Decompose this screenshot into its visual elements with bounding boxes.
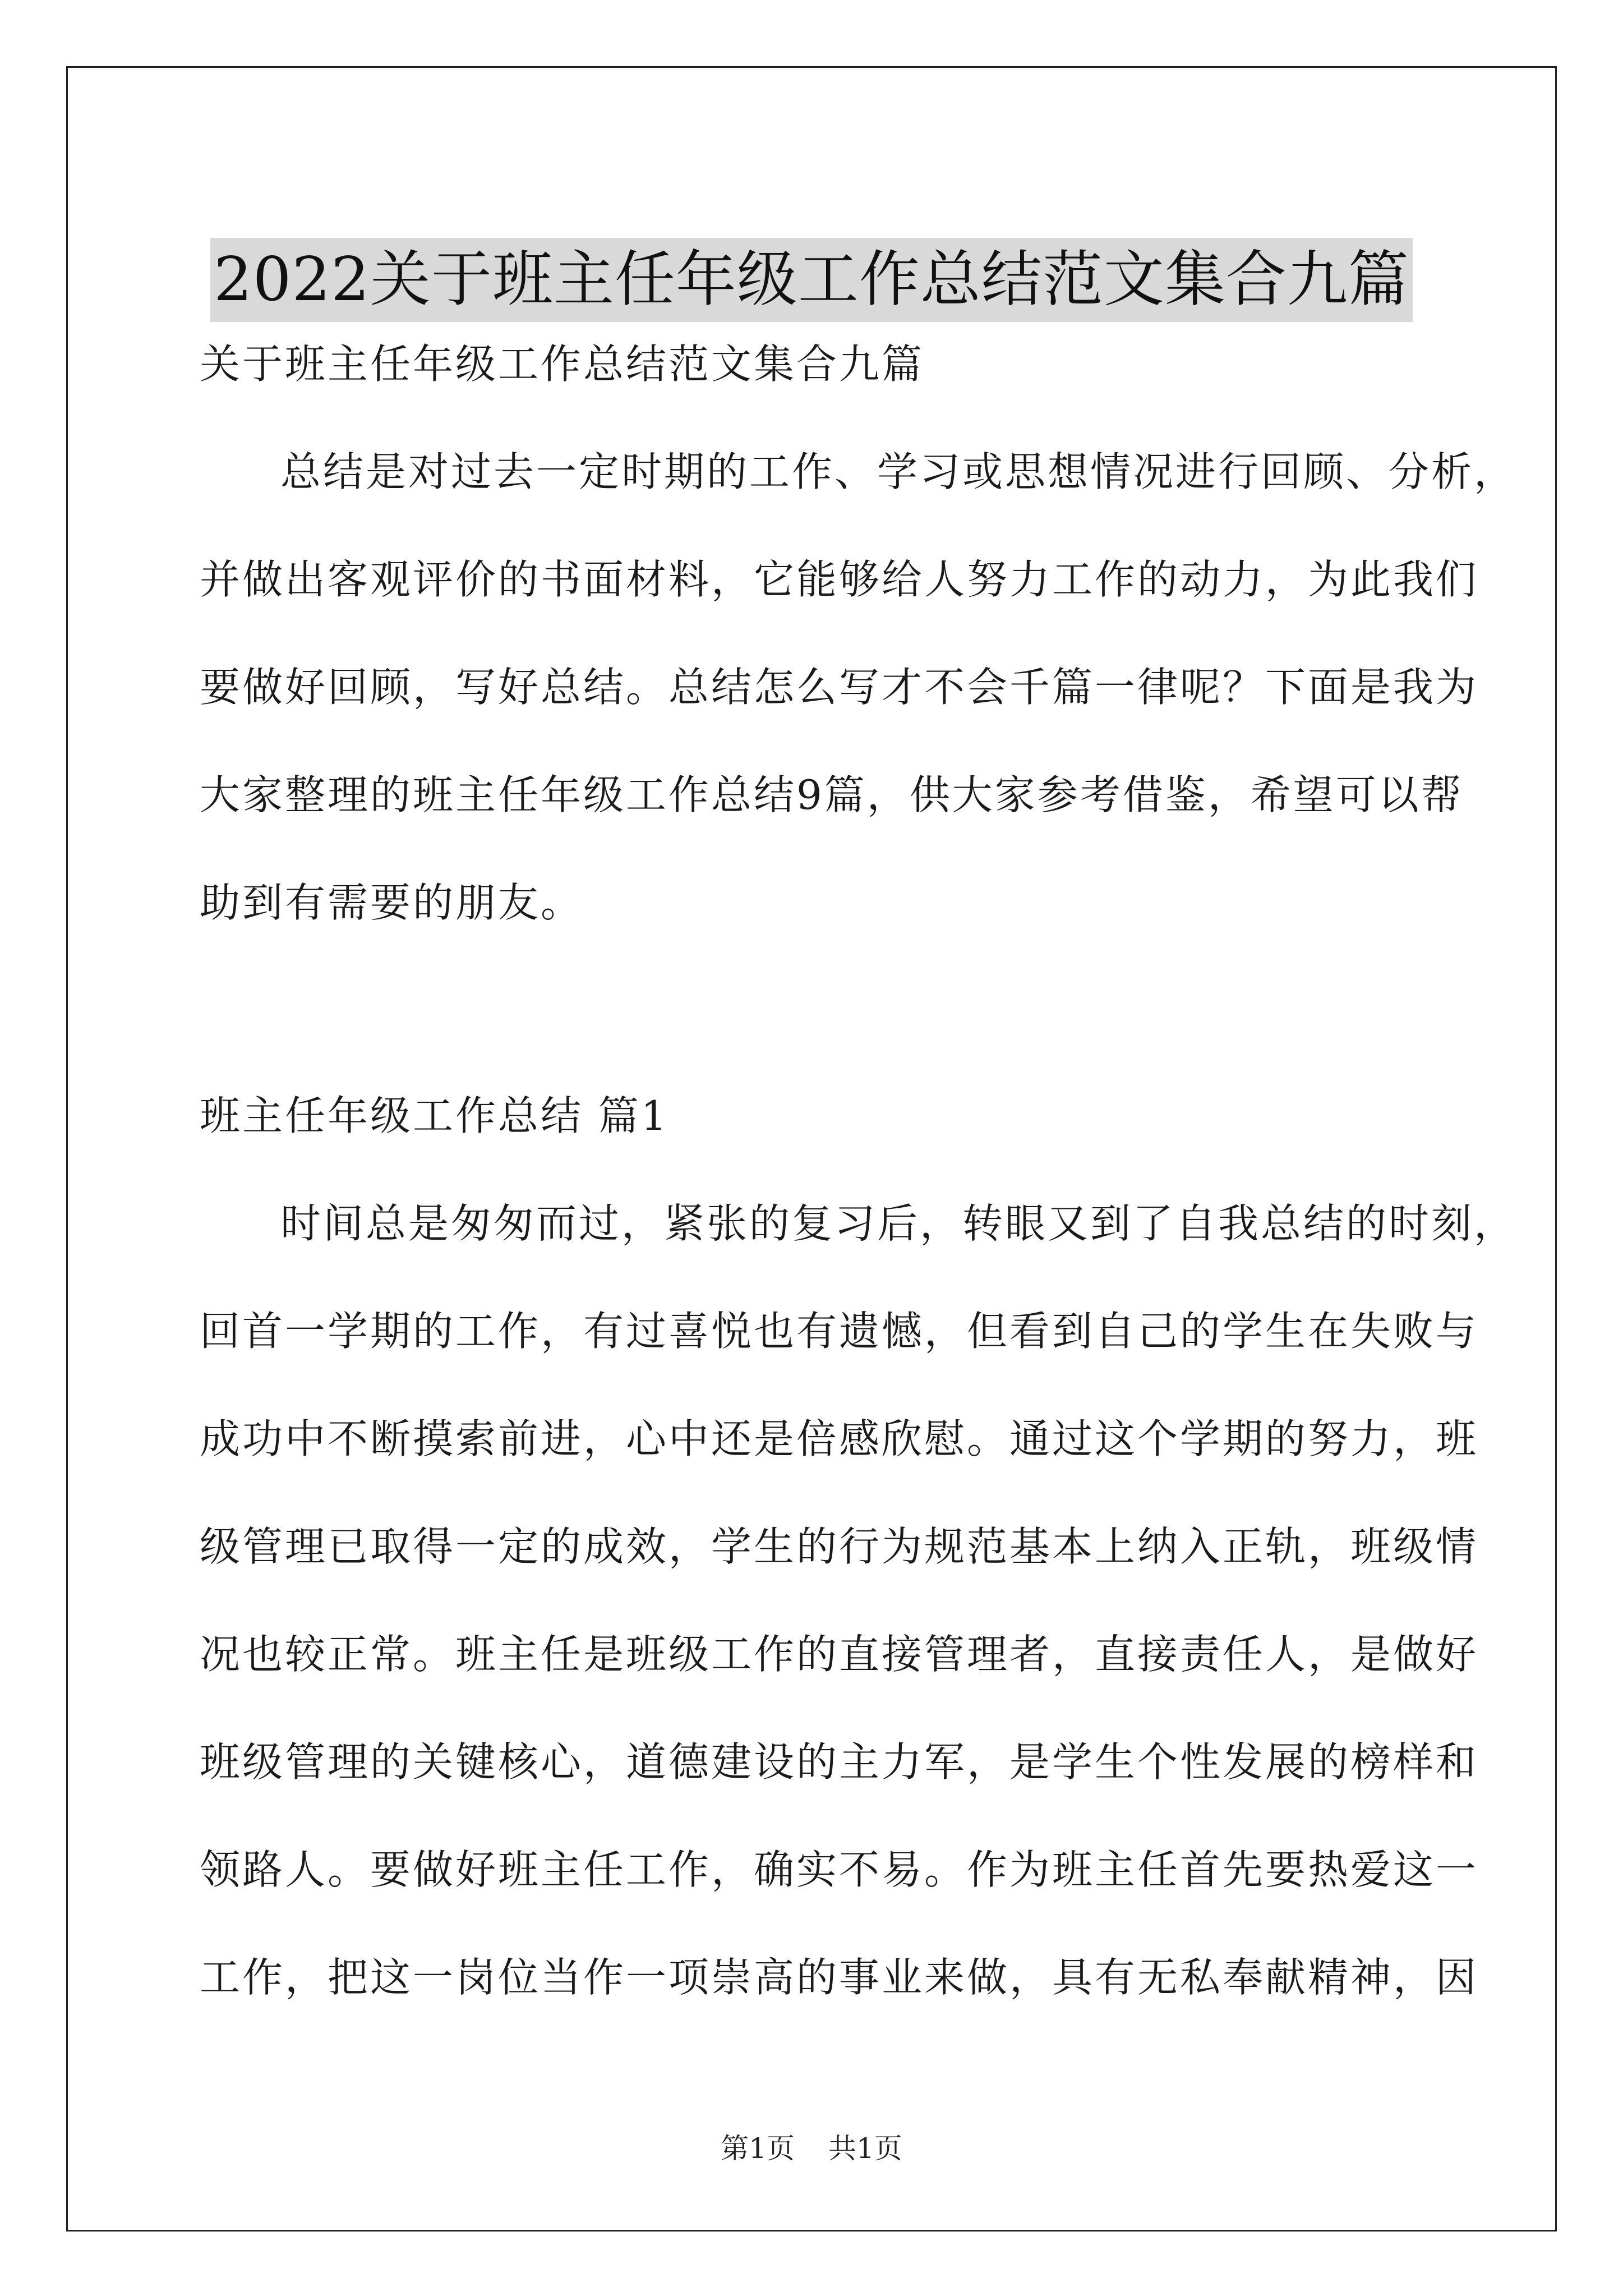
intro-line: 并做出客观评价的书面材料，它能够给人努力工作的动力，为此我们 — [200, 556, 1479, 603]
intro-line: 要做好回顾，写好总结。总结怎么写才不会千篇一律呢？下面是我为 — [200, 664, 1479, 711]
page-footer — [0, 2129, 1623, 2168]
section-line: 况也较正常。班主任是班级工作的直接管理者，直接责任人，是做好 — [200, 1631, 1479, 1678]
page-number: 第1页 — [721, 2132, 795, 2165]
intro-line: 大家整理的班主任年级工作总结9篇，供大家参考借鉴，希望可以帮 — [200, 771, 1464, 818]
section-line: 成功中不断摸索前进，心中还是倍感欣慰。通过这个学期的努力，班 — [200, 1415, 1479, 1462]
document-body — [200, 310, 1517, 2031]
section-line: 回首一学期的工作，有过喜悦也有遗憾，但看到自己的学生在失败与 — [200, 1308, 1479, 1355]
paragraph-gap — [200, 956, 1473, 1062]
page-total: 共1页 — [828, 2132, 902, 2165]
section-line: 班级管理的关键核心，道德建设的主力军，是学生个性发展的榜样和 — [200, 1738, 1479, 1786]
intro-line: 助到有需要的朋友。 — [200, 879, 584, 926]
document-title: 2022关于班主任年级工作总结范文集合九篇 — [210, 238, 1413, 322]
document-subtitle: 关于班主任年级工作总结范文集合九篇 — [200, 341, 925, 388]
section-heading: 班主任年级工作总结 篇1 — [200, 1092, 669, 1139]
section-line: 领路人。要做好班主任工作，确实不易。作为班主任首先要热爱这一 — [200, 1846, 1479, 1893]
section-line: 级管理已取得一定的成效，学生的行为规范基本上纳入正轨，班级情 — [200, 1523, 1479, 1570]
section-line: 工作，把这一岗位当作一项崇高的事业来做，具有无私奉献精神，因 — [200, 1954, 1479, 2001]
intro-line: 总结是对过去一定时期的工作、学习或思想情况进行回顾、分析， — [280, 448, 1517, 495]
section-line: 时间总是匆匆而过，紧张的复习后，转眼又到了自我总结的时刻， — [280, 1200, 1517, 1247]
